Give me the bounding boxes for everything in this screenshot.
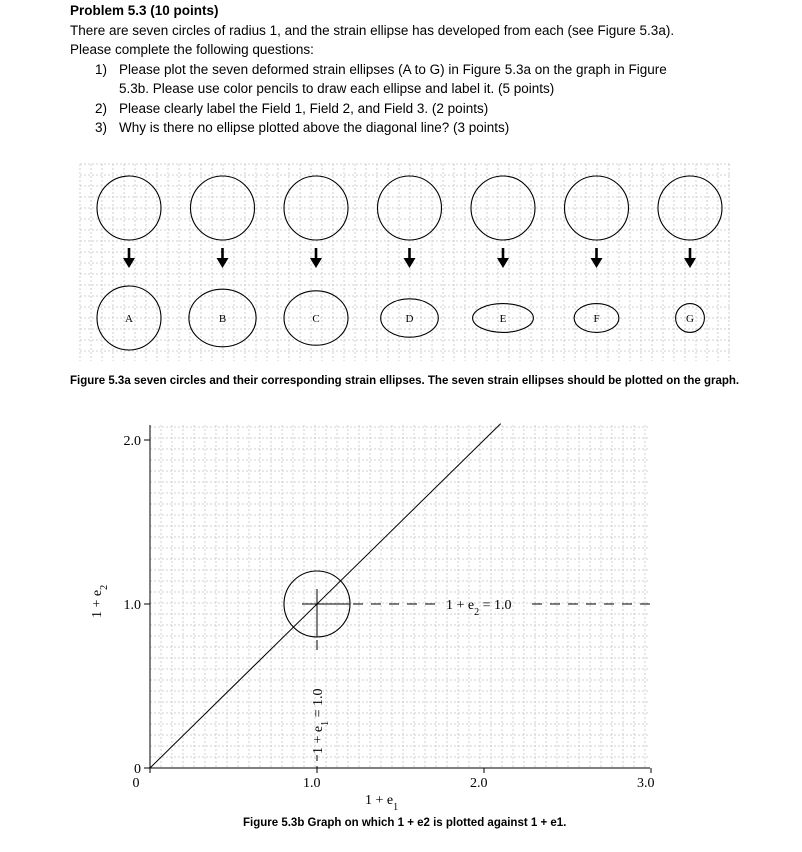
ellipse-label-b: B <box>218 313 227 325</box>
question-1-number: 1) <box>95 62 108 77</box>
question-2-number: 2) <box>95 101 108 116</box>
e1-reference-label: $1 + e_1 = 1.0$ <box>311 688 331 754</box>
x-tick-label: 1.0 <box>303 776 321 791</box>
ellipse-label-e: E <box>499 313 507 325</box>
intro-line-1: There are seven circles of radius 1, and the strain ellipse has developed from each (see Figure 5.3a). <box>70 23 675 38</box>
y-tick-label: 2.0 <box>123 434 141 449</box>
intro-line-2: Please complete the following questions: <box>70 42 314 57</box>
x-axis-label: $1 + e_1$ <box>365 793 399 813</box>
down-arrow-icon <box>684 248 696 268</box>
x-tick-label: 2.0 <box>470 776 488 791</box>
question-2-text: Please clearly label the Field 1, Field 2, and Field 3. (2 points) <box>119 101 489 116</box>
figure-a-grid <box>80 164 732 361</box>
x-tick-label: 3.0 <box>637 776 655 791</box>
down-arrow-icon <box>497 248 509 268</box>
down-arrow-icon <box>591 248 603 268</box>
ellipse-label-c: C <box>312 313 320 325</box>
y-tick-label: 1.0 <box>123 598 141 613</box>
down-arrow-icon <box>217 248 229 268</box>
ellipse-label-g: G <box>686 313 694 325</box>
down-arrow-icon <box>310 248 322 268</box>
y-tick-label: 0 <box>134 762 141 777</box>
problem-title: Problem 5.3 (10 points) <box>70 3 219 18</box>
down-arrow-icon <box>123 248 135 268</box>
graph-grid <box>150 425 650 768</box>
down-arrow-icon <box>404 248 416 268</box>
figure-5-3a <box>70 160 740 365</box>
e2-reference-label: $1 + e_2 = 1.0$ <box>446 598 512 618</box>
x-tick-label: 0 <box>132 776 140 791</box>
question-1-line-2: 5.3b. Please use color pencils to draw each ellipse and label it. (5 points) <box>119 81 555 96</box>
ellipse-label-f: F <box>593 313 600 325</box>
y-axis-label: $1 + e_2$ <box>90 584 110 618</box>
ellipse-label-a: A <box>125 313 133 325</box>
question-3-text: Why is there no ellipse plotted above the diagonal line? (3 points) <box>119 120 510 135</box>
question-3-number: 3) <box>95 120 108 135</box>
figure-b-caption: Figure 5.3b Graph on which 1 + e2 is plotted against 1 + e1. <box>243 817 567 829</box>
figure-5-3b-graph <box>0 400 802 820</box>
ellipse-label-d: D <box>405 313 414 325</box>
figure-a-caption: Figure 5.3a seven circles and their corresponding strain ellipses. The seven strain ellipses should be plotted on the graph. <box>70 375 740 387</box>
question-1-line-1: Please plot the seven deformed strain ellipses (A to G) in Figure 5.3a on the graph in Figure <box>119 62 667 77</box>
